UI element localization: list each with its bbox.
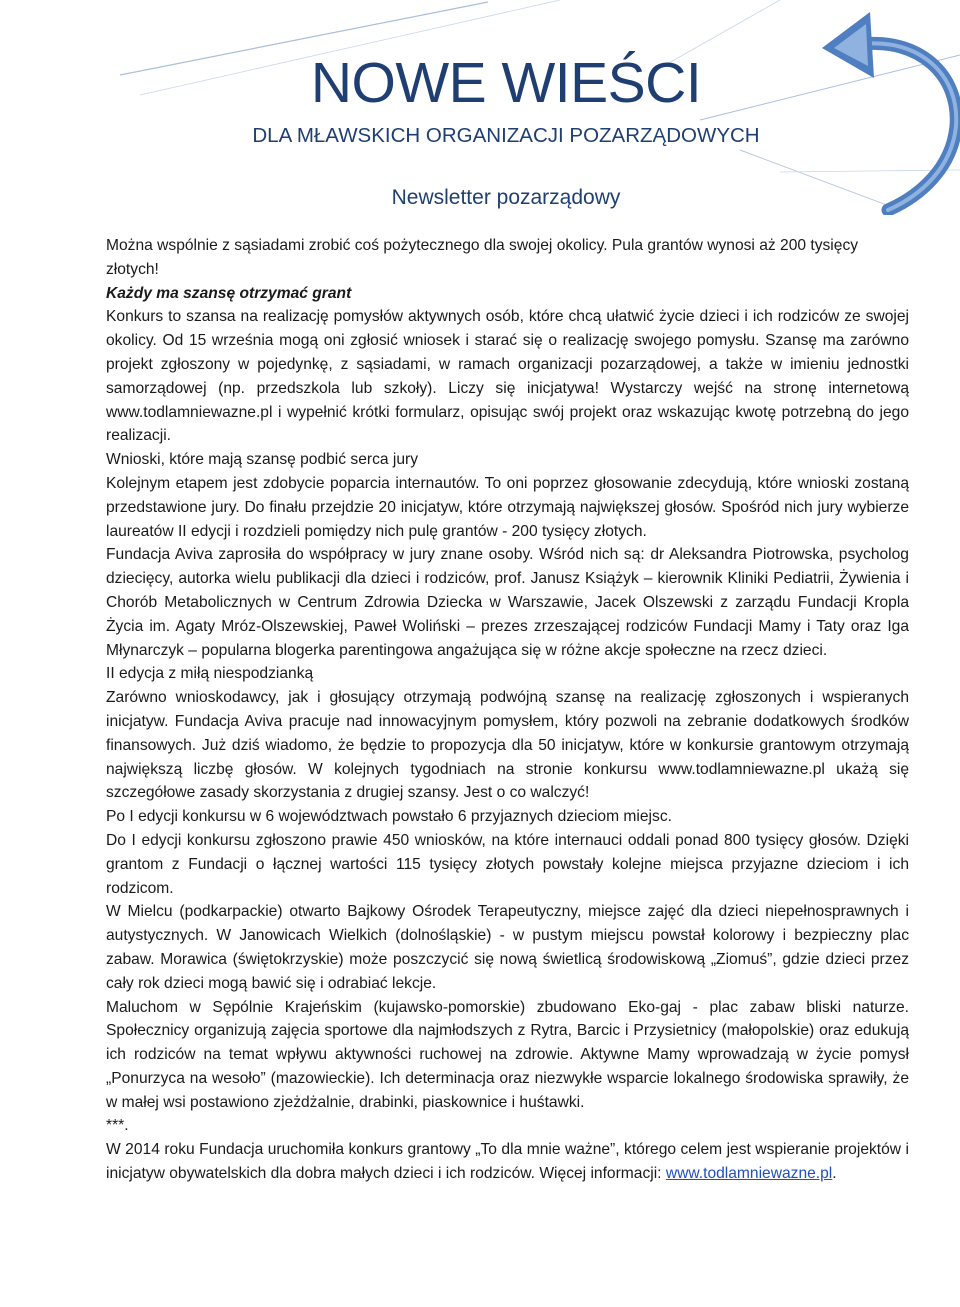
masthead-subtitle: DLA MŁAWSKICH ORGANIZACJI POZARZĄDOWYCH: [252, 124, 760, 147]
masthead-title: NOWE WIEŚCI: [310, 51, 702, 115]
article-paragraph-final: [106, 1138, 909, 1186]
article-paragraph: Maluchom w Sępólnie Krajeńskim (kujawsko-pomorskie) zbudowano Eko-gaj - plac zabaw bliski naturze. Społecznicy organizują zajęcia sportowe dla najmłodszych z Rytra, Barcic i Przysietnicy (małopolskie) oraz edukują ich rodziców na temat wpływu aktywności ruchowej na zdrowie. Aktywne Mamy wprowadzają w życie pomysł „Ponurzyca na wesoło” (mazowieckie). Ich determinacja oraz niezwykłe wsparcie lokalnego środowiska sprawiły, że w małej wsi postawiono zjeżdżalnie, drabinki, piaskownice i huśtawki.: [106, 998, 909, 1111]
article-subheading: Wnioski, które mają szansę podbić serca jury: [106, 451, 418, 469]
article-subheading: II edycja z miłą niespodzianką: [106, 665, 314, 683]
article-paragraph: Można wspólnie z sąsiadami zrobić coś pożytecznego dla swojej okolicy. Pula grantów wynosi aż 200 tysięcy złotych!: [106, 237, 859, 278]
article-subheading: Każdy ma szansę otrzymać grant: [106, 284, 352, 302]
article-paragraph: Po I edycji konkursu w 6 województwach powstało 6 przyjaznych dzieciom miejsc.: [106, 808, 672, 826]
article-body: [106, 234, 909, 1186]
article-paragraph: W Mielcu (podkarpackie) otwarto Bajkowy Ośrodek Terapeutyczny, miejsce zajęć dla dzieci niepełnosprawnych i autystycznych. W Janowicach Wielkich (dolnośląskie) - w pustym miejscu powstał kolorowy i bezpieczny plac zabaw. Morawica (świętokrzyskie) może poszczycić się nową świetlicą środowiskową „Ziomuś”, gdzie dzieci przez cały rok dzieci mogą bawić się i odrabiać lekcje.: [106, 903, 909, 992]
final-period: .: [832, 1165, 837, 1183]
separator: ***.: [106, 1117, 129, 1135]
newsletter-label: Newsletter pozarządowy: [391, 186, 621, 209]
final-text: W 2014 roku Fundacja uruchomiła konkurs grantowy „To dla mnie ważne”, którego celem jest wspieranie projektów i inicjatyw obywatelskich dla dobra małych dzieci i ich rodziców. Więcej informacji:: [106, 1141, 909, 1183]
article-paragraph: Fundacja Aviva zaprosiła do współpracy w jury znane osoby. Wśród nich są: dr Aleksandra Piotrowska, psycholog dziecięcy, autorka wielu publikacji dla dzieci i rodziców, prof. Janusz Książyk – kierownik Kliniki Pediatrii, Żywienia i Chorób Metabolicznych w Centrum Zdrowia Dziecka w Warszawie, Jacek Olszewski z zarządu Fundacji Kropla Życia im. Agaty Mróz-Olszewskiej, Paweł Woliński – prezes zrzeszającej rodziców Fundacji Mamy i Taty oraz Iga Młynarczyk – popularna blogerka parentingowa angażująca się w różne akcje społeczne na rzecz dzieci.: [106, 546, 909, 659]
article-paragraph: Zarówno wnioskodawcy, jak i głosujący otrzymają podwójną szansę na realizację zgłoszonych i wspieranych inicjatyw. Fundacja Aviva pracuje nad innowacyjnym pomysłem, który pozwoli na zebranie dodatkowych środków finansowych. Już dziś wiadomo, że będzie to propozycja dla 50 inicjatyw, które w konkursie grantowym otrzymają największą liczbę głosów. W kolejnych tygodniach na stronie konkursu www.todlamniewazne.pl ukażą się szczegółowe zasady skorzystania z drugiej szansy. Jest o co walczyć!: [106, 689, 909, 802]
article-paragraph: Konkurs to szansa na realizację pomysłów aktywnych osób, które chcą ułatwić życie dzieci i ich rodziców ze swojej okolicy. Od 15 września mogą oni zgłosić wniosek i starać się o realizację swojego pomysłu. Szansę ma zarówno projekt zgłoszony w pojedynkę, z sąsiadami, w ramach organizacji pozarządowej, a także w imieniu jednostki samorządowej (np. przedszkola lub szkoły). Liczy się inicjatywa! Wystarczy wejść na stronę internetową www.todlamniewazne.pl i wypełnić krótki formularz, opisując swój projekt oraz wskazując kwotę potrzebną do jego realizacji.: [106, 308, 909, 445]
article-paragraph: Kolejnym etapem jest zdobycie poparcia internautów. To oni poprzez głosowanie zdecydują, które wnioski zostaną przedstawione jury. Do finału przejdzie 20 inicjatyw, które otrzymają największej głosów. Spośród nich jury wybierze laureatów II edycji i rozdzieli pomiędzy nich pulę grantów - 200 tysięcy złotych.: [106, 474, 909, 540]
website-link[interactable]: www.todlamniewazne.pl: [665, 1165, 833, 1183]
article-paragraph: Do I edycji konkursu zgłoszono prawie 450 wniosków, na które internauci oddali ponad 800 tysięcy głosów. Dzięki grantom z Fundacji o łącznej wartości 115 tysięcy złotych powstały kolejne miejsca przyjazne dzieciom i ich rodzicom.: [106, 831, 909, 897]
